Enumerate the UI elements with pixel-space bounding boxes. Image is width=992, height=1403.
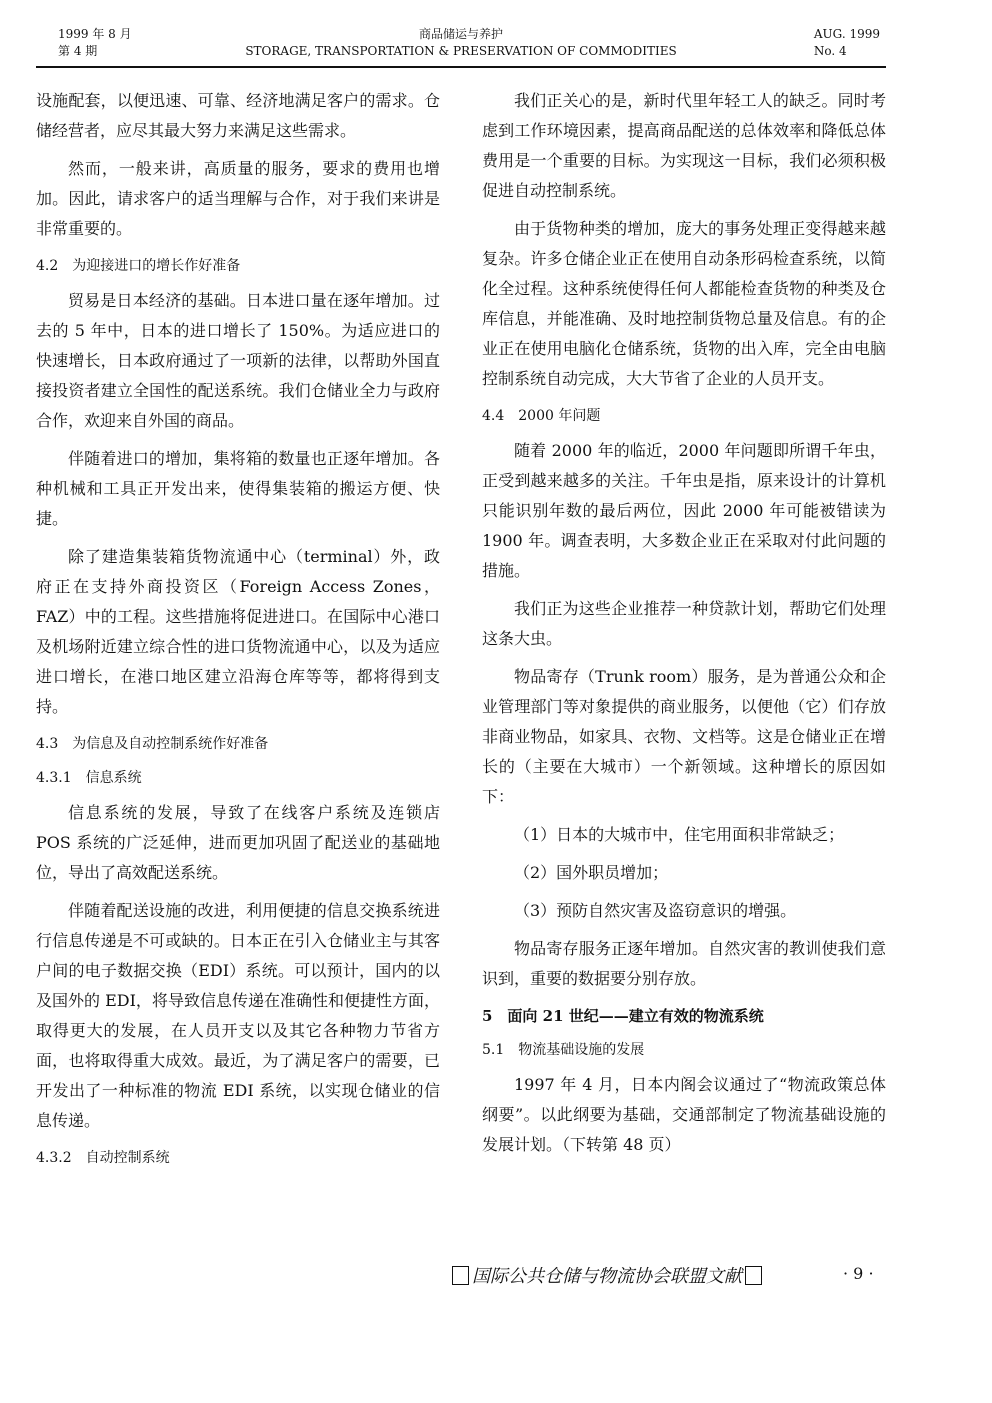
page-number: · 9 ·: [843, 1264, 874, 1283]
header-center: [36, 26, 886, 60]
header-rule: [36, 66, 886, 68]
journal-title-en: STORAGE, TRANSPORTATION & PRESERVATION OF COMMODITIES: [245, 44, 677, 58]
paragraph: 随着 2000 年的临近，2000 年问题即所谓千年虫，正受到越来越多的关注。千年虫是指，原来设计的计算机只能识别年数的最后两位，因此 2000 年可能被错读为 1900 年。调查表明，大多数企业正在采取对付此问题的措施。: [482, 441, 886, 580]
journal-title-cn: 商品储运与养护: [418, 27, 503, 41]
subsection-heading-5-1: 5.1 物流基础设施的发展: [482, 1042, 645, 1058]
section-heading-4-4: 4.4 2000 年问题: [482, 408, 601, 424]
box-icon: [452, 1266, 469, 1285]
paragraph: 物品寄存服务正逐年增加。自然灾害的教训使我们意识到，重要的数据要分别存放。: [482, 939, 886, 988]
paragraph: 伴随着配送设施的改进，利用便捷的信息交换系统进行信息传递是不可或缺的。日本正在引入仓储业主与其客户间的电子数据交换（EDI）系统。可以预计，国内的以及国外的 EDI，将导致信息传递在准确性和便捷性方面，取得更大的发展，在人员开支以及其它各种物力节省方面，也将取得重大成效。最近，为了满足客户的需要，已开发出了一种标准的物流 EDI 系统，以实现仓储业的信息传递。: [36, 901, 440, 1130]
right-column: [482, 86, 886, 1168]
paragraph: 由于货物种类的增加，庞大的事务处理正变得越来越复杂。许多仓储企业正在使用自动条形码检查系统，以简化全过程。这种系统使得任何人都能检查货物的种类及仓库信息，并能准确、及时地控制货物总量及信息。有的企业正在使用电脑化仓储系统，货物的出入库，完全由电脑控制系统自动完成，大大节省了企业的人员开支。: [482, 219, 886, 388]
paragraph: 物品寄存（Trunk room）服务，是为普通公众和企业管理部门等对象提供的商业服务，以便他（它）们存放非商业物品，如家具、衣物、文档等。这是仓储业正在增长的（主要在大城市）一个新领域。这种增长的原因如下：: [482, 667, 886, 806]
subsection-heading-4-3-1: 4.3.1 信息系统: [36, 770, 142, 786]
header-issue-en: No. 4: [813, 44, 847, 58]
list-item: （3）预防自然灾害及盗窃意识的增强。: [514, 901, 797, 920]
paragraph: 伴随着进口的增加，集将箱的数量也正逐年增加。各种机械和工具正开发出来，使得集装箱的搬运方便、快捷。: [36, 449, 440, 528]
paragraph: 设施配套，以便迅速、可靠、经济地满足客户的需求。仓储经营者，应尽其最大努力来满足这些需求。: [36, 91, 440, 140]
header-date-en: AUG. 1999: [813, 27, 880, 41]
header-right: [814, 26, 880, 60]
paragraph: 然而，一般来讲，高质量的服务，要求的费用也增加。因此，请求客户的适当理解与合作，对于我们来讲是非常重要的。: [36, 159, 440, 238]
paragraph: 1997 年 4 月，日本内阁会议通过了“物流政策总体纲要”。以此纲要为基础，交通部制定了物流基础设施的发展计划。（下转第 48 页）: [482, 1075, 886, 1154]
paragraph: 我们正关心的是，新时代里年轻工人的缺乏。同时考虑到工作环境因素，提高商品配送的总体效率和降低总体费用是一个重要的目标。为实现这一目标，我们必须积极促进自动控制系统。: [482, 91, 886, 200]
running-header: [36, 22, 886, 70]
footer-watermark: [452, 1262, 882, 1292]
paragraph: 信息系统的发展，导致了在线客户系统及连锁店 POS 系统的广泛延伸，进而更加巩固了配送业的基础地位，导出了高效配送系统。: [36, 803, 440, 882]
section-heading-4-2: 4.2 为迎接进口的增长作好准备: [36, 258, 241, 274]
paragraph: 我们正为这些企业推荐一种贷款计划，帮助它们处理这条大虫。: [482, 599, 886, 648]
paragraph: 贸易是日本经济的基础。日本进口量在逐年增加。过去的 5 年中，日本的进口增长了 150%。为适应进口的快速增长，日本政府通过了一项新的法律，以帮助外国直接投资者建立全国性的配送系统。我们仓储业全力与政府合作，欢迎来自外国的商品。: [36, 291, 440, 430]
list-item: （1）日本的大城市中，住宅用面积非常缺乏；: [514, 825, 845, 844]
header-date-cn: 1999 年 8 月: [58, 27, 132, 41]
section-heading-4-3: 4.3 为信息及自动控制系统作好准备: [36, 736, 269, 752]
left-column: [36, 86, 440, 1178]
section-heading-5: 5 面向 21 世纪——建立有效的物流系统: [482, 1007, 764, 1025]
header-issue-cn: 第 4 期: [58, 44, 98, 58]
box-icon: [745, 1266, 762, 1285]
paragraph: 除了建造集装箱货物流通中心（terminal）外，政府正在支持外商投资区（Foreign Access Zones，FAZ）中的工程。这些措施将促进进口。在国际中心港口及机场附近建立综合性的进口货物流通中心，以及为适应进口增长，在港口地区建立沿海仓库等等，都将得到支持。: [36, 547, 440, 716]
list-item: （2）国外职员增加；: [514, 863, 669, 882]
watermark-text: 国际公共仓储与物流协会联盟文献: [472, 1266, 742, 1287]
subsection-heading-4-3-2: 4.3.2 自动控制系统: [36, 1150, 170, 1166]
